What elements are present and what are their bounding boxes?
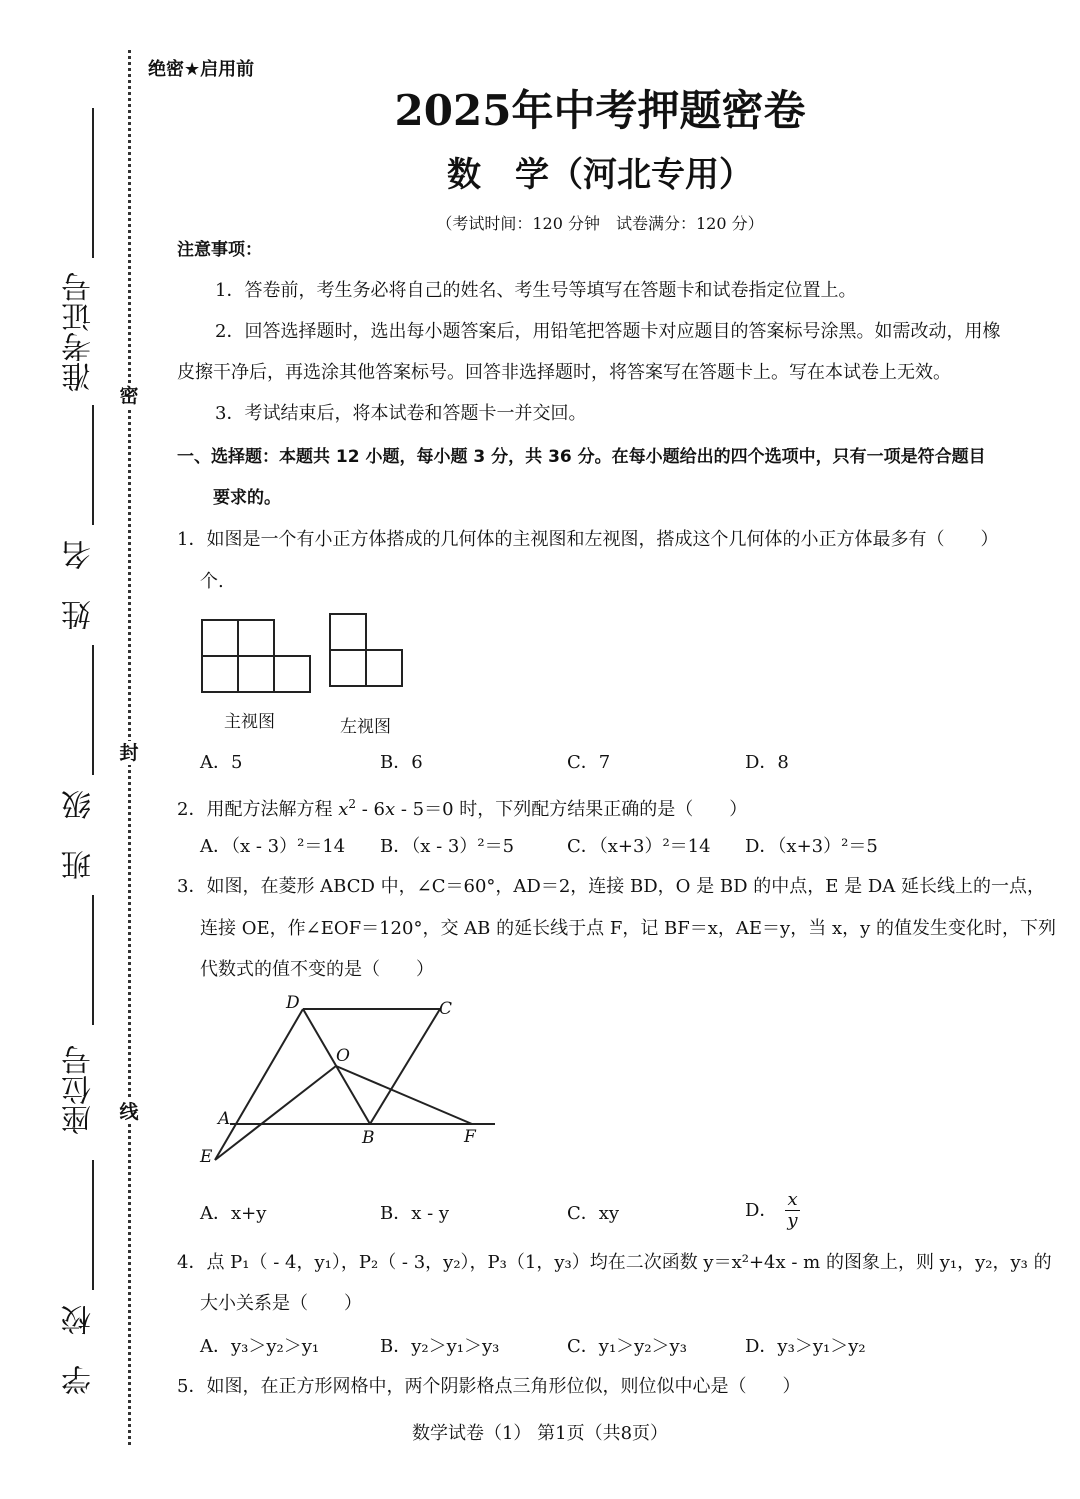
left-view-cell xyxy=(365,649,403,687)
front-view-cell xyxy=(201,655,239,693)
label-d: D xyxy=(286,993,300,1013)
exam-title: 2025年中考押题密卷 xyxy=(394,86,806,135)
exam-info: （考试时间：120 分钟 试卷满分：120 分） xyxy=(436,214,764,233)
left-view-cell xyxy=(329,649,367,687)
label-a: A xyxy=(218,1109,231,1129)
section-heading-cont: 要求的。 xyxy=(213,488,281,508)
seal-mark-mi: 密 xyxy=(117,384,141,408)
seat-label: 座位号 xyxy=(62,1045,97,1135)
q5-text: 5．如图，在正方形网格中，两个阴影格点三角形位似，则位似中心是（ ） xyxy=(177,1376,801,1397)
segment-oe xyxy=(215,1066,336,1160)
notice-item-2-cont: 皮擦干净后，再选涂其他答案标号。回答非选择题时，将答案写在答题卡上。写在本试卷上无效。 xyxy=(177,362,951,383)
name-label: 姓 名 xyxy=(62,540,97,630)
q4-text-cont: 大小关系是（ ） xyxy=(200,1293,362,1314)
q1-option-a: A．5 xyxy=(200,752,243,773)
q3-rhombus-figure xyxy=(190,990,510,1180)
q4-option-a: A．y₃＞y₂＞y₁ xyxy=(200,1336,320,1357)
seal-mark-xian: 线 xyxy=(117,1100,141,1124)
school-underline xyxy=(92,1160,94,1290)
q1-text-cont: 个. xyxy=(200,571,224,592)
label-b: B xyxy=(362,1128,375,1148)
notice-item-1: 1．答卷前，考生务必将自己的姓名、考生号等填写在答题卡和试卷指定位置上。 xyxy=(215,280,857,301)
q4-option-b: B．y₂＞y₁＞y₃ xyxy=(380,1336,500,1357)
q1-left-caption: 左视图 xyxy=(340,717,391,737)
segment-de xyxy=(215,1009,303,1160)
exam-no-underline xyxy=(92,108,94,258)
q2-option-b: B．（x - 3）²＝5 xyxy=(380,836,515,857)
q3-option-d xyxy=(745,1190,800,1231)
seat-underline xyxy=(92,895,94,1025)
q2-option-d: D．（x+3）²＝5 xyxy=(745,836,878,857)
fraction-denominator: y xyxy=(787,1210,798,1231)
page-footer: 数学试卷（1） 第1页（共8页） xyxy=(411,1423,669,1444)
exam-subtitle: 数 学（河北专用） xyxy=(447,155,753,195)
front-view-cell xyxy=(273,655,311,693)
notice-item-3: 3．考试结束后，将本试卷和答题卡一并交回。 xyxy=(215,403,587,424)
q3-option-d-fraction xyxy=(785,1190,799,1231)
fraction-numerator: x xyxy=(787,1189,798,1210)
q4-option-d: D．y₃＞y₁＞y₂ xyxy=(745,1336,866,1357)
q2-text xyxy=(177,789,747,825)
q3-option-a: A．x+y xyxy=(200,1203,267,1224)
left-view-cell xyxy=(329,613,367,651)
q4-option-c: C．y₁＞y₂＞y₃ xyxy=(567,1336,687,1357)
q1-option-c: C．7 xyxy=(567,752,611,773)
label-c: C xyxy=(439,999,453,1019)
q3-text-cont: 连接 OE，作∠EOF＝120°，交 AB 的延长线于点 F，记 BF＝x，AE＝y，当 x，y 的值发生变化时，下列 xyxy=(200,918,1056,939)
secret-label: 绝密★启用前 xyxy=(148,59,255,80)
q3-option-c: C．xy xyxy=(567,1203,620,1224)
label-f: F xyxy=(464,1127,476,1147)
q2-eq-mid: - 6 xyxy=(355,799,385,820)
class-underline xyxy=(92,645,94,775)
class-label: 班 级 xyxy=(62,790,97,880)
front-view-cell xyxy=(237,619,275,657)
segment-of xyxy=(336,1066,472,1124)
q2-exponent: 2 xyxy=(348,797,356,811)
name-underline xyxy=(92,405,94,525)
section-heading: 一、选择题：本题共 12 小题，每小题 3 分，共 36 分。在每小题给出的四个选项中，只有一项是符合题目 xyxy=(177,447,986,467)
front-view-cell xyxy=(201,619,239,657)
label-e: E xyxy=(200,1147,213,1167)
q3-text-cont2: 代数式的值不变的是（ ） xyxy=(200,959,434,980)
q3-option-b: B．x - y xyxy=(380,1203,450,1224)
label-o: O xyxy=(336,1046,350,1066)
exam-no-label: 准考证号 xyxy=(62,272,97,392)
seal-mark-feng: 封 xyxy=(117,741,141,765)
q3-text: 3．如图，在菱形 ABCD 中，∠C＝60°，AD＝2，连接 BD，O 是 BD 的中点，E 是 DA 延长线上的一点， xyxy=(177,876,1045,897)
q4-text: 4．点 P₁（ - 4，y₁），P₂（ - 3，y₂），P₃（1，y₃）均在二次函数 y＝x²+4x - m 的图象上，则 y₁，y₂，y₃ 的 xyxy=(177,1252,1052,1273)
q2-option-c: C．（x+3）²＝14 xyxy=(567,836,711,857)
q2-var-x2: x xyxy=(384,799,396,820)
q2-eq-tail: - 5＝0 时，下列配方结果正确的是（ ） xyxy=(395,799,748,820)
q2-lead: 2．用配方法解方程 xyxy=(177,799,339,820)
q2-option-a: A．（x - 3）²＝14 xyxy=(200,836,346,857)
q1-front-caption: 主视图 xyxy=(224,712,275,732)
notice-item-2: 2．回答选择题时，选出每小题答案后，用铅笔把答题卡对应题目的答案标号涂黑。如需改动，用橡 xyxy=(215,321,1001,342)
q3-option-d-prefix: D． xyxy=(745,1199,778,1221)
notice-heading: 注意事项： xyxy=(177,240,262,260)
q1-option-b: B．6 xyxy=(380,752,423,773)
school-label: 学 校 xyxy=(62,1305,97,1395)
q1-text: 1．如图是一个有小正方体搭成的几何体的主视图和左视图，搭成这个几何体的小正方体最多有（ ） xyxy=(177,529,999,550)
q2-var-x: x xyxy=(338,799,349,820)
front-view-cell xyxy=(237,655,275,693)
q1-option-d: D．8 xyxy=(745,752,789,773)
